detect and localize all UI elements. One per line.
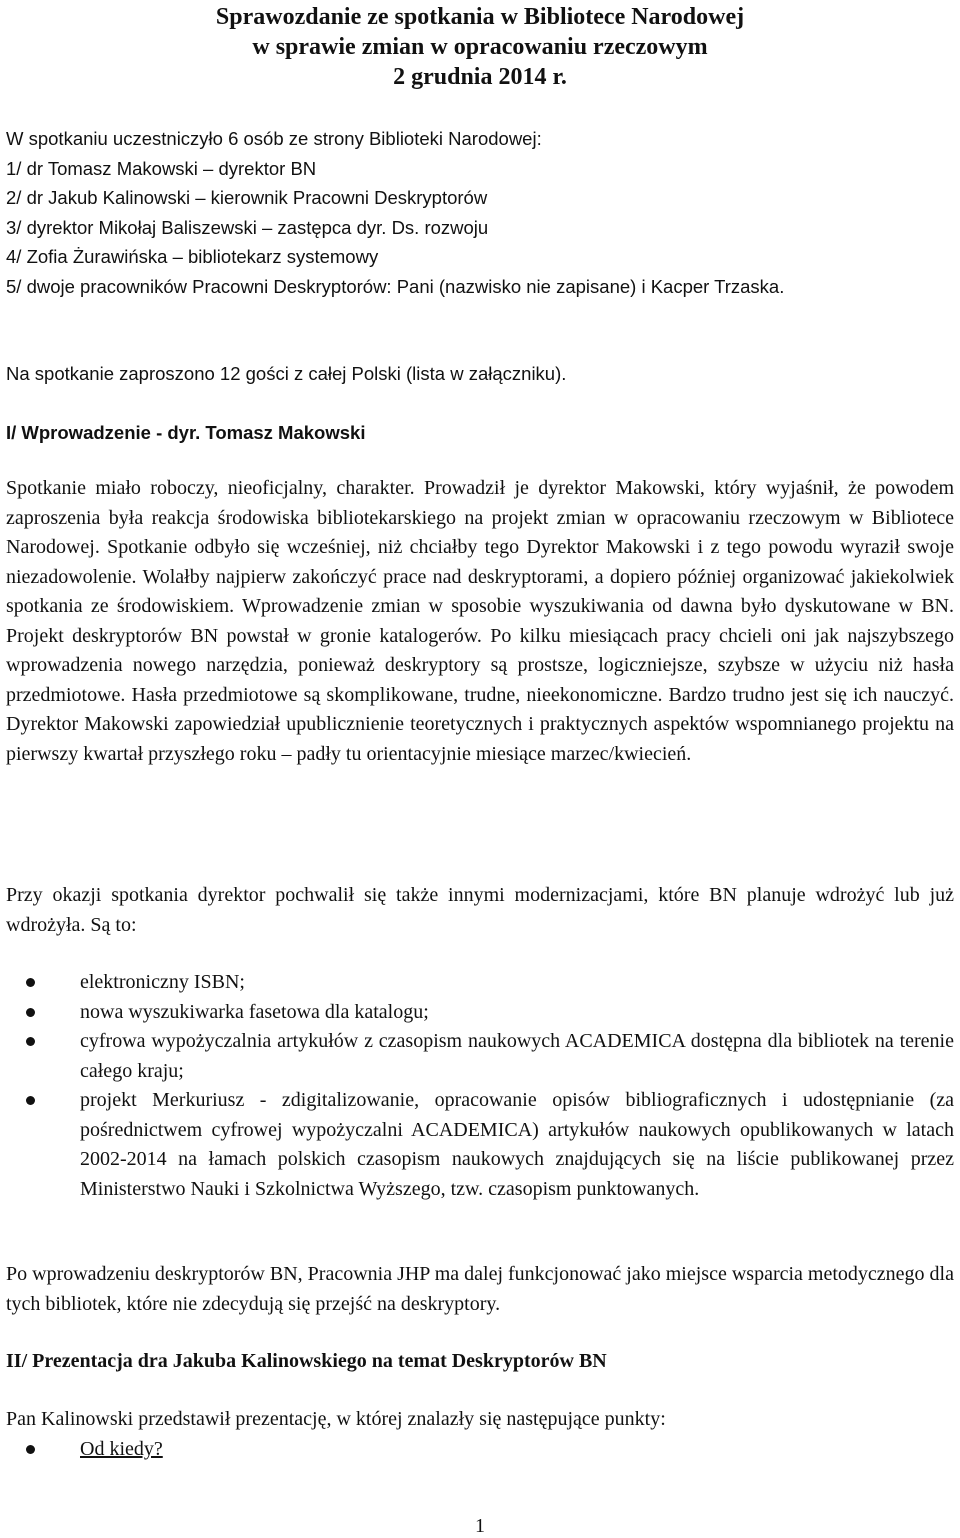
page-number: 1 — [475, 1515, 485, 1537]
attendees-list — [6, 124, 954, 301]
document-page — [6, 0, 954, 1537]
attendee-item: 4/ Zofia Żurawińska – bibliotekarz systemowy — [6, 246, 379, 267]
section-1-heading: I/ Wprowadzenie - dyr. Tomasz Makowski — [6, 422, 366, 443]
list-item-text: elektroniczny ISBN; — [80, 971, 245, 993]
attendee-item: 1/ dr Tomasz Makowski – dyrektor BN — [6, 157, 317, 179]
title-line-2: w sprawie zmian w opracowaniu rzeczowym — [252, 34, 708, 60]
title-line-3: 2 grudnia 2014 r. — [393, 64, 567, 90]
section-2-paragraph-1: Pan Kalinowski przedstawił prezentację, w której znalazły się następujące punkty: — [6, 1408, 666, 1430]
bullet-icon — [26, 1008, 35, 1017]
presentation-points-list — [6, 1435, 954, 1465]
section-1-paragraph-1: Spotkanie miało roboczy, nieoficjalny, charakter. Prowadził je dyrektor Makowski, który wyjaśnił, że powodem zaproszenia była reakcja środowiska bibliotekarskiego na projekt zmian w opracowaniu rzeczowym w Bibliotece Narodowej. Spotkanie odbyło się wcześniej, niż chciałby tego Dyrektor Makowski i z tego powodu wyraził swoje niezadowolenie. Wolałby najpierw zakończyć prace nad deskryptorami, a dopiero później organizować jakiekolwiek spotkania ze środowiskiem. Wprowadzenie zmian w sposobie wyszukiwania od dawna było dyskutowane w BN. Projekt deskryptorów BN powstał w gronie katalogerów. Po kilku miesiącach pracy chcieli oni jak najszybszego wprowadzenia nowego narzędzia, ponieważ deskryptory są prostsze, logiczniejsze, szybsze w użyciu niż hasła przedmiotowe. Hasła przedmiotowe są skomplikowane, trudne, nieekonomiczne. Bardzo trudno jest się ich nauczyć. Dyrektor Makowski zapowiedział upublicznienie teoretycznych i praktycznych aspektów wspomnianego projektu na pierwszy kwartał przyszłego roku – padły tu orientacyjnie miesiące marzec/kwiecień. — [6, 477, 954, 765]
list-item — [6, 968, 954, 998]
attendees-intro: W spotkaniu uczestniczyło 6 osób ze strony Biblioteki Narodowej: — [6, 128, 542, 149]
bullet-icon — [26, 1037, 35, 1046]
od-kiedy-link[interactable]: Od kiedy? — [80, 1438, 163, 1460]
title-line-1: Sprawozdanie ze spotkania w Bibliotece Narodowej — [215, 4, 745, 30]
document-title — [6, 2, 954, 92]
list-item — [6, 998, 954, 1028]
bullet-icon — [26, 1096, 35, 1105]
attendee-item: 3/ dyrektor Mikołaj Baliszewski – zastępca dyr. Ds. rozwoju — [6, 216, 489, 238]
list-item-text: cyfrowa wypożyczalnia artykułów z czasopism naukowych ACADEMICA dostępna dla bibliotek na terenie całego kraju; — [80, 1030, 954, 1082]
bullet-icon — [26, 978, 35, 987]
bullet-icon — [26, 1445, 35, 1454]
list-item-text: projekt Merkuriusz - zdigitalizowanie, opracowanie opisów bibliograficznych i udostępnianie (za pośrednictwem cyfrowej wypożyczalni ACADEMICA) artykułów naukowych opublikowanych w latach 2002-2014 na łamach polskich czasopism naukowych znajdujących się na liście publikowanej przez Ministerstwo Nauki i Szkolnictwa Wyższego, tzw. czasopism punktowanych. — [80, 1089, 954, 1200]
modernizations-list — [6, 968, 954, 1204]
section-1-paragraph-2: Przy okazji spotkania dyrektor pochwalił się także innymi modernizacjami, które BN planuje wdrożyć lub już wdrożyła. Są to: — [6, 884, 954, 936]
section-1-paragraph-3: Po wprowadzeniu deskryptorów BN, Pracownia JHP ma dalej funkcjonować jako miejsce wsparcia metodycznego dla tych bibliotek, które nie zdecydują się przejść na deskryptory. — [6, 1263, 954, 1315]
list-item — [6, 1027, 954, 1086]
attendee-item: 2/ dr Jakub Kalinowski – kierownik Pracowni Deskryptorów — [6, 187, 488, 208]
guests-note: Na spotkanie zaproszono 12 gości z całej Polski (lista w załączniku). — [6, 363, 567, 384]
attendee-item: 5/ dwoje pracowników Pracowni Deskryptorów: Pani (nazwisko nie zapisane) i Kacper Trzaska. — [6, 275, 785, 297]
list-item-text: nowa wyszukiwarka fasetowa dla katalogu; — [80, 1000, 429, 1023]
section-2-heading: II/ Prezentacja dra Jakuba Kalinowskiego na temat Deskryptorów BN — [6, 1350, 607, 1372]
list-item[interactable] — [6, 1435, 954, 1465]
list-item — [6, 1086, 954, 1204]
